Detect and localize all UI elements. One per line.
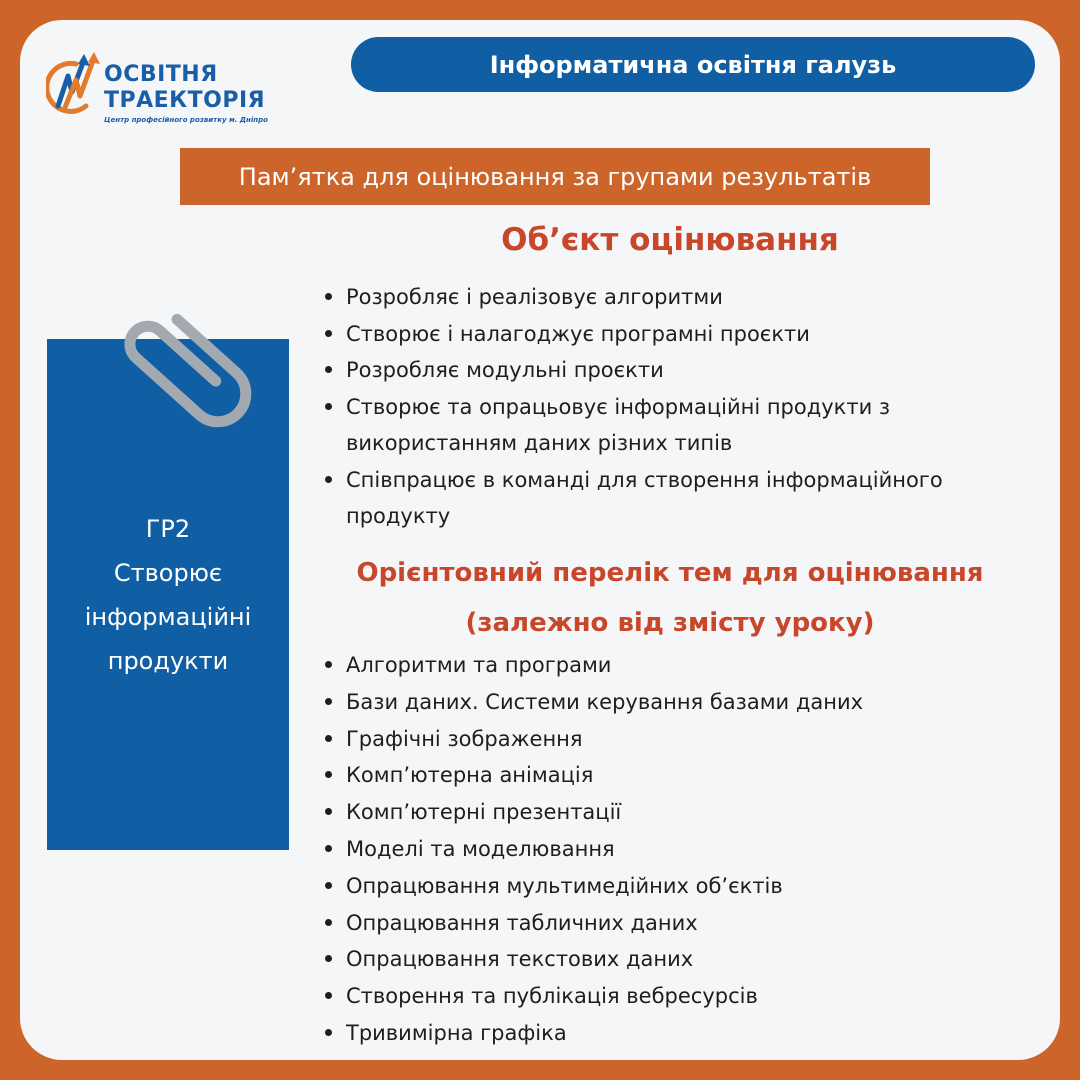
- list-item: Розробляє і реалізовує алгоритми: [322, 279, 1022, 316]
- list-item: Моделі та моделювання: [322, 831, 1022, 868]
- group-code: ГР2: [145, 515, 191, 543]
- list-item: Графічні зображення: [322, 721, 1022, 758]
- rising-arrows-icon: [46, 50, 102, 120]
- paperclip-icon: [80, 302, 260, 472]
- group-text: [47, 507, 289, 683]
- list-item: Розробляє модульні проєкти: [322, 352, 1022, 389]
- banner-text: Пам’ятка для оцінювання за групами результатів: [238, 162, 872, 191]
- logo-line2: ТРАЕКТОРІЯ: [104, 88, 266, 113]
- list-item: Створює і налагоджує програмні проєкти: [322, 316, 1022, 353]
- section1-heading: Об’єкт оцінювання: [501, 222, 839, 258]
- list-item: Комп’ютерні презентації: [322, 794, 1022, 831]
- list-item: Опрацювання табличних даних: [322, 905, 1022, 942]
- logo-tagline: Центр професійного розвитку м. Дніпро: [104, 116, 268, 124]
- list-item: Тривимірна графіка: [322, 1015, 1022, 1052]
- section2-heading-line1: Орієнтовний перелік тем для оцінювання: [356, 558, 984, 588]
- list-item: Створення та публікація вебресурсів: [322, 978, 1022, 1015]
- list-item: Алгоритми та програми: [322, 647, 1022, 684]
- list-item: Комп’ютерна анімація: [322, 757, 1022, 794]
- page-card: [20, 20, 1060, 1060]
- section2-heading-line2: (залежно від змісту уроку): [465, 608, 875, 638]
- header-pill: [351, 37, 1035, 92]
- group-title-line3: продукти: [107, 647, 229, 675]
- logo: [46, 46, 276, 126]
- list-item: Створює та опрацьовує інформаційні продукти з використанням даних різних типів: [322, 389, 1022, 462]
- section2-list: [322, 647, 1022, 1052]
- subtitle-banner: [180, 148, 930, 205]
- list-item: Співпрацює в команді для створення інформаційного продукту: [322, 462, 1022, 535]
- list-item: Опрацювання текстових даних: [322, 941, 1022, 978]
- section1-list: [322, 279, 1022, 535]
- list-item: Бази даних. Системи керування базами даних: [322, 684, 1022, 721]
- section2-heading: [300, 548, 1040, 648]
- group-title-line1: Створює: [113, 559, 223, 587]
- group-title-line2: інформаційні: [84, 603, 252, 631]
- header-title: Інформатична освітня галузь: [489, 50, 897, 79]
- logo-line1: ОСВІТНЯ: [104, 62, 218, 87]
- list-item: Опрацювання мультимедійних об’єктів: [322, 868, 1022, 905]
